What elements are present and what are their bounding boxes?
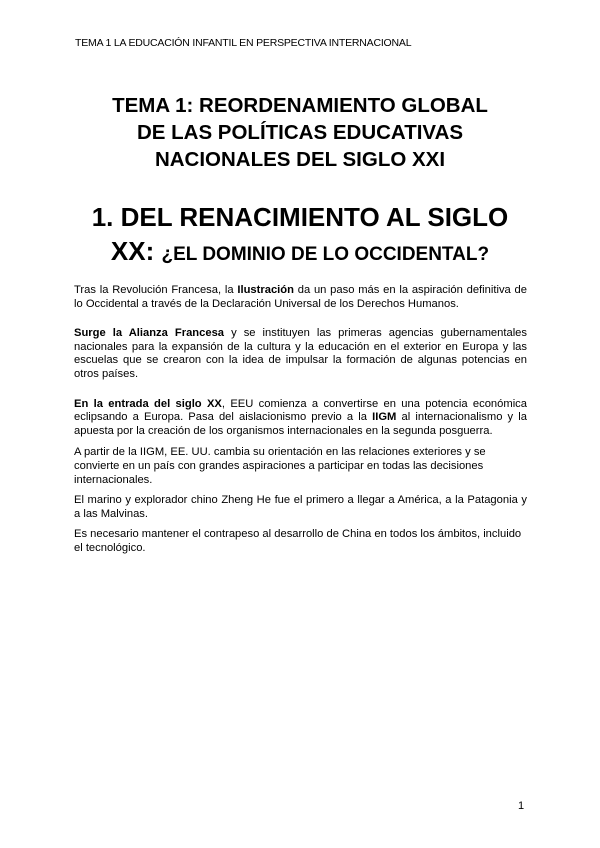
p3-bold-siglo-xx: En la entrada del siglo XX [74,397,222,410]
p3-text-2: al internacionalismo y la apuesta por la creación de los organismos internacionales en la segunda posguerra. [74,411,527,437]
title-line-1: TEMA 1: REORDENAMIENTO GLOBAL [112,94,488,117]
paragraph-3 [74,398,527,439]
section-heading-line-2 [60,234,540,272]
title-line-3: NACIONALES DEL SIGLO XXI [154,148,446,171]
paragraph-1 [74,284,527,311]
paragraph-4: A partir de la IIGM, EE. UU. cambia su orientación en las relaciones exteriores y se convierte en un país con grandes aspiraciones a participar en todas las decisiones internacionales. [74,446,486,486]
body-text [74,284,527,556]
p1-text-1: Tras la Revolución Francesa, la [74,284,238,296]
section-heading-question: ¿EL DOMINIO DE LO OCCIDENTAL? [161,244,490,265]
section-heading-xx: XX: [110,236,162,266]
document-title [60,92,540,173]
p2-bold-alianza: Surge la Alianza Francesa [74,327,225,340]
p3-bold-iigm: IIGM [372,411,397,424]
paragraph-2 [74,327,527,381]
p1-text-2: da un paso más en la aspiración definitiva de lo Occidental a través de la Declaración Universal de los Derechos Humanos. [74,284,527,310]
title-line-2: DE LAS POLÍTICAS EDUCATIVAS [136,121,464,144]
p1-bold-ilustracion: Ilustración [237,284,294,296]
page-number: 1 [518,800,525,812]
running-header: TEMA 1 LA EDUCACIÓN INFANTIL EN PERSPECTIVA INTERNACIONAL [75,37,412,49]
p2-text-1: y se instituyen las primeras agencias gubernamentales nacionales para la expansión de la cultura y la educación en el exterior en Europa y las escuelas que se crearon con la idea de impulsar la formación de algunas potencias en otros países. [74,327,527,380]
paragraph-6: Es necesario mantener el contrapeso al desarrollo de China en todos los ámbitos, incluido el tecnológico. [74,528,522,554]
section-heading-line-1: 1. DEL RENACIMIENTO AL SIGLO [91,202,509,232]
paragraph-5: El marino y explorador chino Zheng He fue el primero a llegar a América, a la Patagonia y a las Malvinas. [74,494,527,520]
p3-text-1: , EEU comienza a convertirse en una potencia económica eclipsando a Europa. Pasa del aislacionismo previo a la [74,397,527,424]
section-heading [60,200,540,272]
